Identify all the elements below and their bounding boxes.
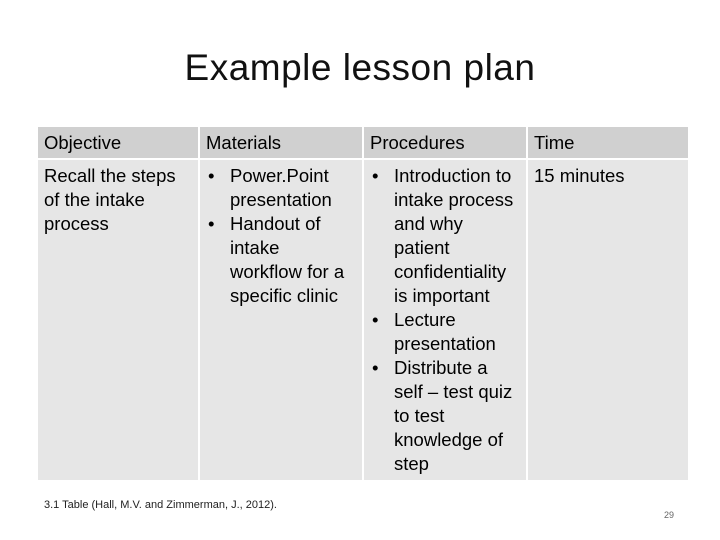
header-materials: Materials bbox=[200, 127, 362, 158]
objective-cell: Recall the steps of the intake process bbox=[38, 160, 198, 480]
list-item-text: Introduction to intake process and why patient confidentiality is important bbox=[394, 165, 514, 306]
materials-cell bbox=[200, 160, 362, 480]
procedures-list bbox=[370, 164, 520, 476]
header-time: Time bbox=[528, 127, 688, 158]
bullet-icon: • bbox=[372, 357, 379, 378]
list-item bbox=[206, 164, 356, 212]
list-item bbox=[206, 212, 356, 308]
list-item-text: Power.Point presentation bbox=[230, 165, 332, 210]
bullet-icon: • bbox=[372, 309, 379, 330]
list-item bbox=[370, 164, 520, 308]
procedures-cell bbox=[364, 160, 526, 480]
header-procedures: Procedures bbox=[364, 127, 526, 158]
list-item-text: Distribute a self – test quiz to test knowledge of step bbox=[394, 357, 513, 474]
table-header-row bbox=[38, 127, 688, 158]
list-item bbox=[370, 356, 520, 476]
bullet-icon: • bbox=[208, 213, 215, 234]
bullet-icon: • bbox=[372, 165, 379, 186]
list-item bbox=[370, 308, 520, 356]
table-row bbox=[38, 160, 688, 480]
time-cell: 15 minutes bbox=[528, 160, 688, 480]
lesson-plan-table bbox=[36, 125, 690, 482]
bullet-icon: • bbox=[208, 165, 215, 186]
materials-list bbox=[206, 164, 356, 308]
table-caption: 3.1 Table (Hall, M.V. and Zimmerman, J., 2012). bbox=[44, 499, 277, 511]
page-number: 29 bbox=[664, 510, 675, 520]
header-objective: Objective bbox=[38, 127, 198, 158]
list-item-text: Handout of intake workflow for a specific clinic bbox=[230, 213, 345, 306]
list-item-text: Lecture presentation bbox=[394, 309, 496, 354]
slide-title: Example lesson plan bbox=[184, 47, 536, 88]
